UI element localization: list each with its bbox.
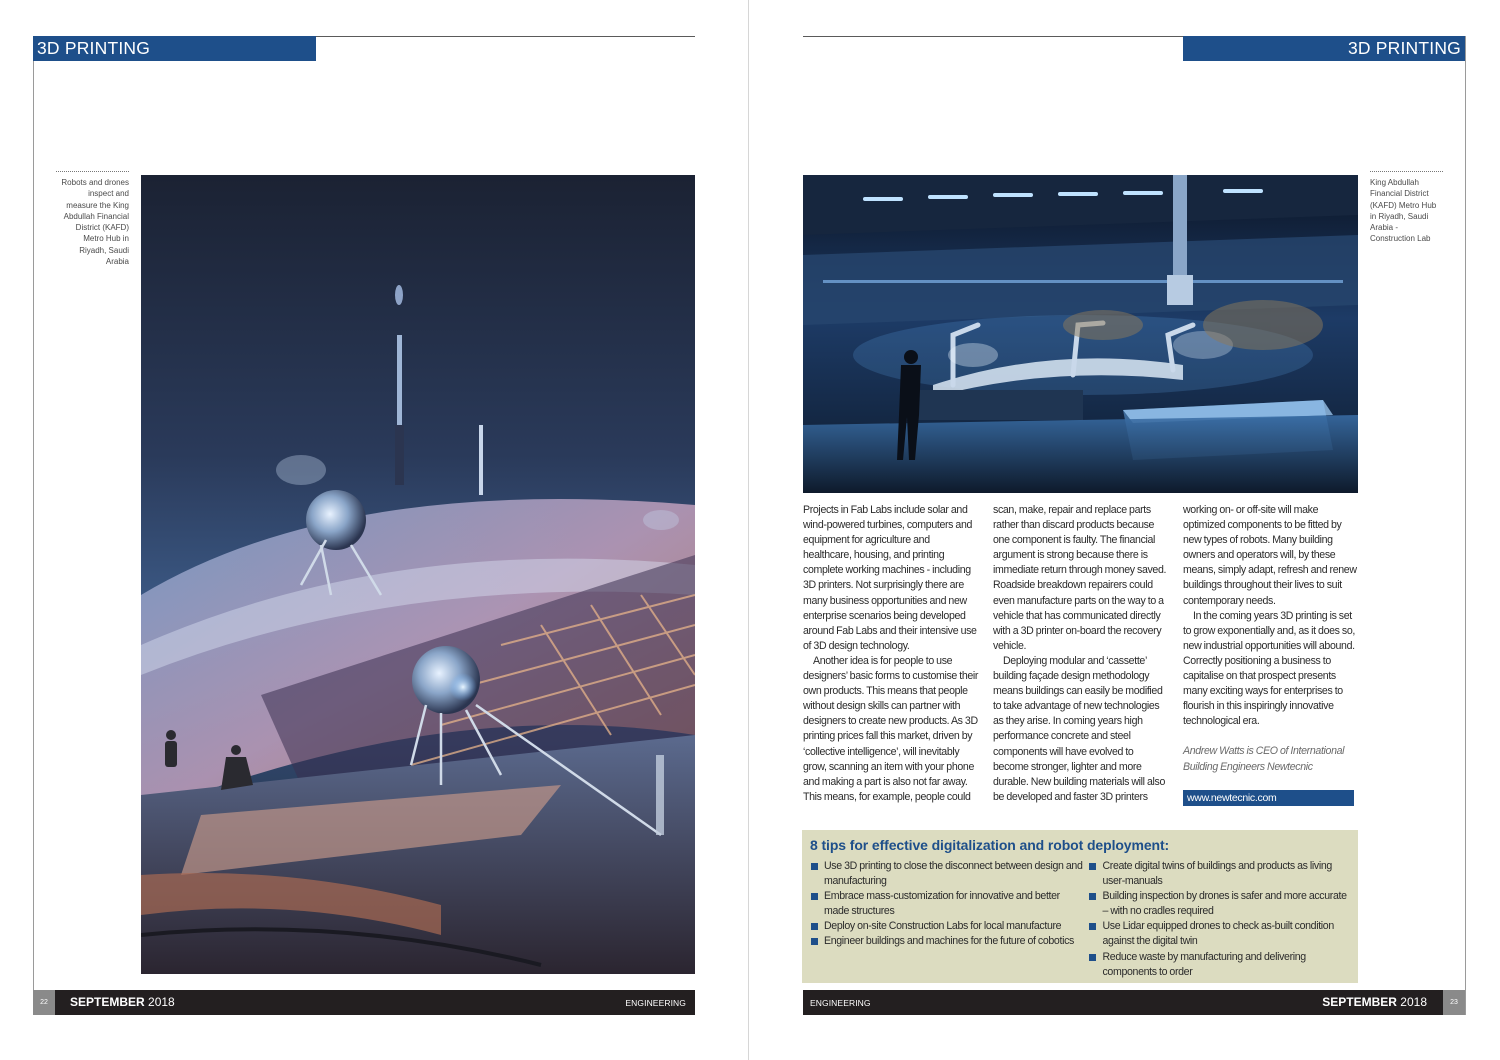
paragraph: In the coming years 3D printing is set to grow exponentially and, as it does so, new industrial opportunities will abound. Correctly positioning a business to capitalise on that prospect presents many exciting ways for enterprises to flourish in this inspiringly innovative technological era.: [1183, 609, 1355, 728]
paragraph: scan, make, repair and replace parts rather than discard products because one component is faulty. The financial argument is strong because there is immediate return through money saved. Roadside breakdown repairers could even manufacture parts on the way to a vehicle that has communicated directly with a 3D printer on-board the recovery vehicle.: [993, 504, 1167, 652]
right-page: [750, 0, 1499, 1060]
section-title: 3D PRINTING: [1183, 36, 1465, 61]
issue-month: SEPTEMBER: [70, 995, 145, 1009]
tip-item: [1088, 889, 1350, 919]
header-rule: [316, 36, 695, 37]
bullet-square-icon: [811, 863, 818, 870]
metro-hub-rendering-image: [141, 175, 695, 974]
paragraph: Deploying modular and ‘cassette’ building façade design methodology means buildings can easily be modified to take advantage of new technologies as they arise. In coming years high performance concrete and steel components will have evolved to become stronger, lighter and more durable. New building materials will also be developed and faster 3D printers: [993, 654, 1165, 803]
tip-text: Use Lidar equipped drones to check as-built condition against the digital twin: [1102, 920, 1334, 948]
section-title: 3D PRINTING: [33, 36, 316, 61]
page-number: 23: [1443, 990, 1465, 1015]
photo-caption: King Abdullah Financial District (KAFD) Metro Hub in Riyadh, Saudi Arabia - Construction Lab: [1370, 171, 1443, 245]
magazine-name: ENGINEERING: [625, 998, 686, 1008]
tips-box: [802, 830, 1358, 983]
tip-text: Reduce waste by manufacturing and delivering components to order: [1102, 950, 1306, 978]
article-column-2: [993, 503, 1169, 805]
issue-date: [1322, 990, 1427, 1015]
tip-item: [810, 889, 1085, 919]
tips-column-right: [1088, 859, 1350, 980]
paragraph: Projects in Fab Labs include solar and wind-powered turbines, computers and equipment for agriculture and healthcare, housing, and printing complete working machines - including 3D printers. Not surprisingly there are many business opportunities and new enterprise scenarios being developed around Fab Labs and their intensive use of 3D design technology.: [803, 504, 977, 652]
tips-title: 8 tips for effective digitalization and robot deployment:: [810, 837, 1170, 853]
bullet-square-icon: [811, 893, 818, 900]
page-footer: [803, 990, 1465, 1015]
header-rule: [803, 36, 1184, 37]
magazine-name: ENGINEERING: [810, 998, 871, 1008]
paragraph: working on- or off-site will make optimized components to be fitted by new types of robots. Many building owners and operators will, by these means, simply adapt, refresh and renew buildings throughout their lives to suit contemporary needs.: [1183, 504, 1357, 607]
bullet-square-icon: [1089, 863, 1096, 870]
tip-text: Engineer buildings and machines for the future of cobotics: [824, 935, 1074, 948]
bullet-square-icon: [1089, 893, 1096, 900]
bullet-square-icon: [1089, 954, 1096, 961]
page-footer: [33, 990, 695, 1015]
photo-caption: Robots and drones inspect and measure the King Abdullah Financial District (KAFD) Metro Hub in Riyadh, Saudi Arabia: [56, 171, 129, 267]
bullet-square-icon: [811, 923, 818, 930]
page-number: 22: [33, 990, 55, 1015]
article-column-1: [803, 503, 979, 805]
tip-text: Embrace mass-customization for innovative and better made structures: [824, 890, 1060, 918]
construction-lab-image: [803, 175, 1358, 493]
page-edge-line: [33, 36, 34, 1015]
tip-text: Create digital twins of buildings and products as living user-manuals: [1102, 860, 1332, 888]
tip-text: Use 3D printing to close the disconnect between design and manufacturing: [824, 860, 1083, 888]
issue-year: 2018: [1400, 995, 1427, 1009]
tips-column-left: [810, 859, 1085, 980]
tip-item: [1088, 859, 1350, 889]
page-edge-line: [1465, 36, 1466, 1015]
paragraph: Another idea is for people to use designers’ basic forms to customise their own products. This means that people without design skills can partner with designers to create new products. As 3D printing prices fall this market, driven by ‘collective intelligence’, will inevitably grow, scanning an item with your phone and making a part is also not far away. This means, for example, people could: [803, 654, 979, 803]
tip-text: Deploy on-site Construction Labs for local manufacture: [824, 920, 1062, 933]
bullet-square-icon: [1089, 923, 1096, 930]
issue-month: SEPTEMBER: [1322, 995, 1397, 1009]
article-column-3: [1183, 503, 1359, 775]
website-link[interactable]: www.newtecnic.com: [1183, 790, 1354, 806]
tip-item: [1088, 919, 1350, 949]
left-page: [0, 0, 749, 1060]
tip-text: Building inspection by drones is safer and more accurate – with no cradles required: [1102, 890, 1347, 918]
page-spine: [748, 0, 749, 1060]
bullet-square-icon: [811, 938, 818, 945]
tip-item: [810, 859, 1085, 889]
issue-date: [70, 990, 175, 1015]
tip-item: [810, 919, 1085, 934]
tip-item: [1088, 950, 1350, 980]
author-byline: Andrew Watts is CEO of International Building Engineers Newtecnic: [1183, 745, 1345, 773]
tip-item: [810, 934, 1085, 949]
issue-year: 2018: [148, 995, 175, 1009]
